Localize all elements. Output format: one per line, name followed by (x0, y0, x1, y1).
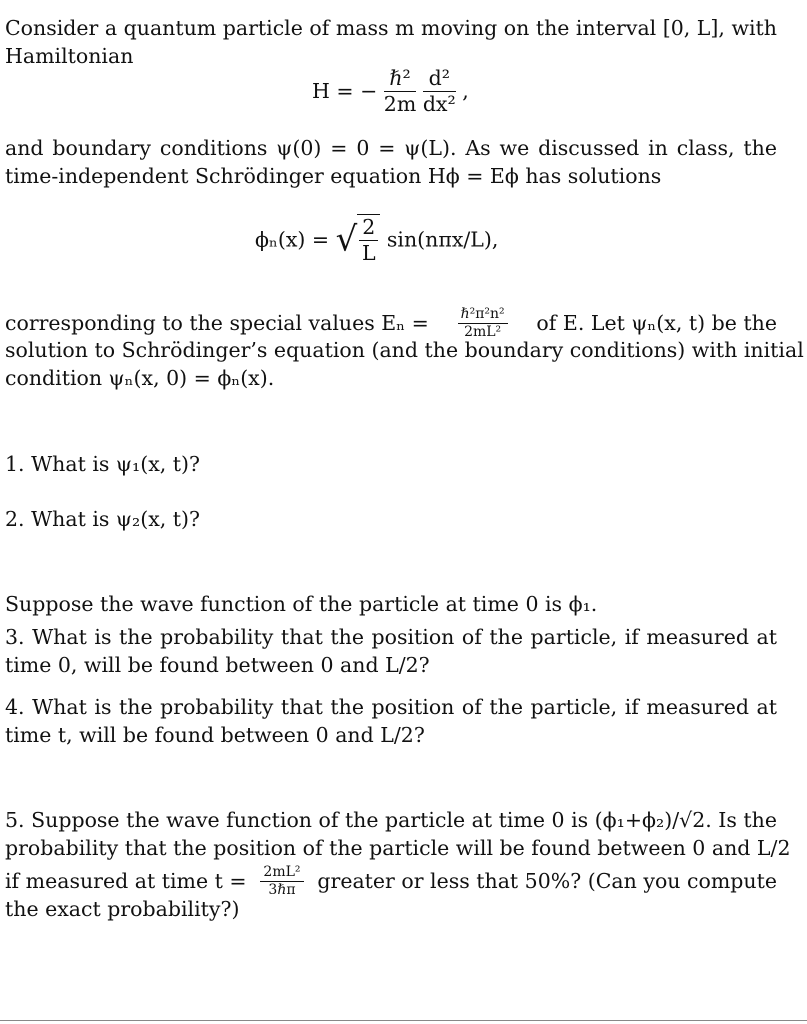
question-1: 1. What is ψ₁(x, t)? (5, 452, 201, 476)
question-5-line-3-a: if measured at time t = (5, 869, 247, 894)
hamiltonian-frac-2-den: dx² (422, 91, 456, 116)
intro-line-2: Hamiltonian (5, 44, 134, 68)
time-fraction (260, 864, 303, 899)
hamiltonian-frac-1-num: ℏ² (384, 66, 416, 92)
question-5-line-3-b: greater or less that 50%? (Can you compute (317, 869, 777, 894)
sqrt-num: 2 (359, 215, 378, 241)
time-frac-den: 3ℏπ (268, 881, 296, 898)
energies-line-1-a: corresponding to the special values Eₙ = (5, 311, 429, 336)
hamiltonian-frac-2-num: d² (423, 66, 456, 92)
question-5-line-2: probability that the position of the particle will be found between 0 and L/2 (5, 836, 791, 860)
question-2: 2. What is ψ₂(x, t)? (5, 507, 201, 531)
question-5-line-1: 5. Suppose the wave function of the particle at time 0 is (ϕ₁+ϕ₂)/√2. Is the (5, 808, 777, 832)
hamiltonian-frac-1-den: 2m (383, 91, 417, 116)
question-4-line-1: 4. What is the probability that the position of the particle, if measured at (5, 695, 777, 719)
solution-lhs: ϕₙ(x) = (255, 227, 330, 252)
intro-line-1: Consider a quantum particle of mass m moving on the interval [0, L], with (5, 16, 777, 40)
hamiltonian-equation (312, 66, 469, 116)
bottom-divider (0, 1020, 807, 1021)
energies-line-1-b: of E. Let ψₙ(x, t) be the (536, 311, 777, 336)
hamiltonian-tail: , (462, 79, 469, 104)
question-3-line-2: time 0, will be found between 0 and L/2? (5, 653, 430, 677)
energies-line-3: condition ψₙ(x, 0) = ϕₙ(x). (5, 366, 275, 390)
energy-frac-num: ℏ²π²n² (458, 306, 508, 324)
question-4-line-2: time t, will be found between 0 and L/2? (5, 723, 425, 747)
question-5-line-3 (5, 864, 777, 899)
solution-equation (255, 214, 498, 265)
hamiltonian-frac-2 (423, 66, 456, 116)
suppose-statement: Suppose the wave function of the particle at time 0 is ϕ₁. (5, 592, 598, 616)
sqrt-den: L (362, 240, 376, 265)
bc-line-1: and boundary conditions ψ(0) = 0 = ψ(L). As we discussed in class, the (5, 136, 777, 160)
time-frac-num: 2mL² (260, 864, 303, 882)
bc-line-2: time-independent Schrödinger equation Hϕ = Eϕ has solutions (5, 164, 662, 188)
question-3-line-1: 3. What is the probability that the position of the particle, if measured at (5, 625, 777, 649)
question-5-line-4: the exact probability?) (5, 897, 240, 921)
hamiltonian-lhs: H = − (312, 79, 378, 104)
radical-sign-icon: √ (335, 219, 358, 260)
energies-line-2: solution to Schrödinger’s equation (and the boundary conditions) with initial (5, 338, 804, 362)
sqrt-symbol (336, 214, 381, 265)
energy-frac-den: 2mL² (464, 323, 502, 340)
solution-rhs: sin(nπx/L), (386, 227, 499, 252)
hamiltonian-frac-1 (384, 66, 416, 116)
